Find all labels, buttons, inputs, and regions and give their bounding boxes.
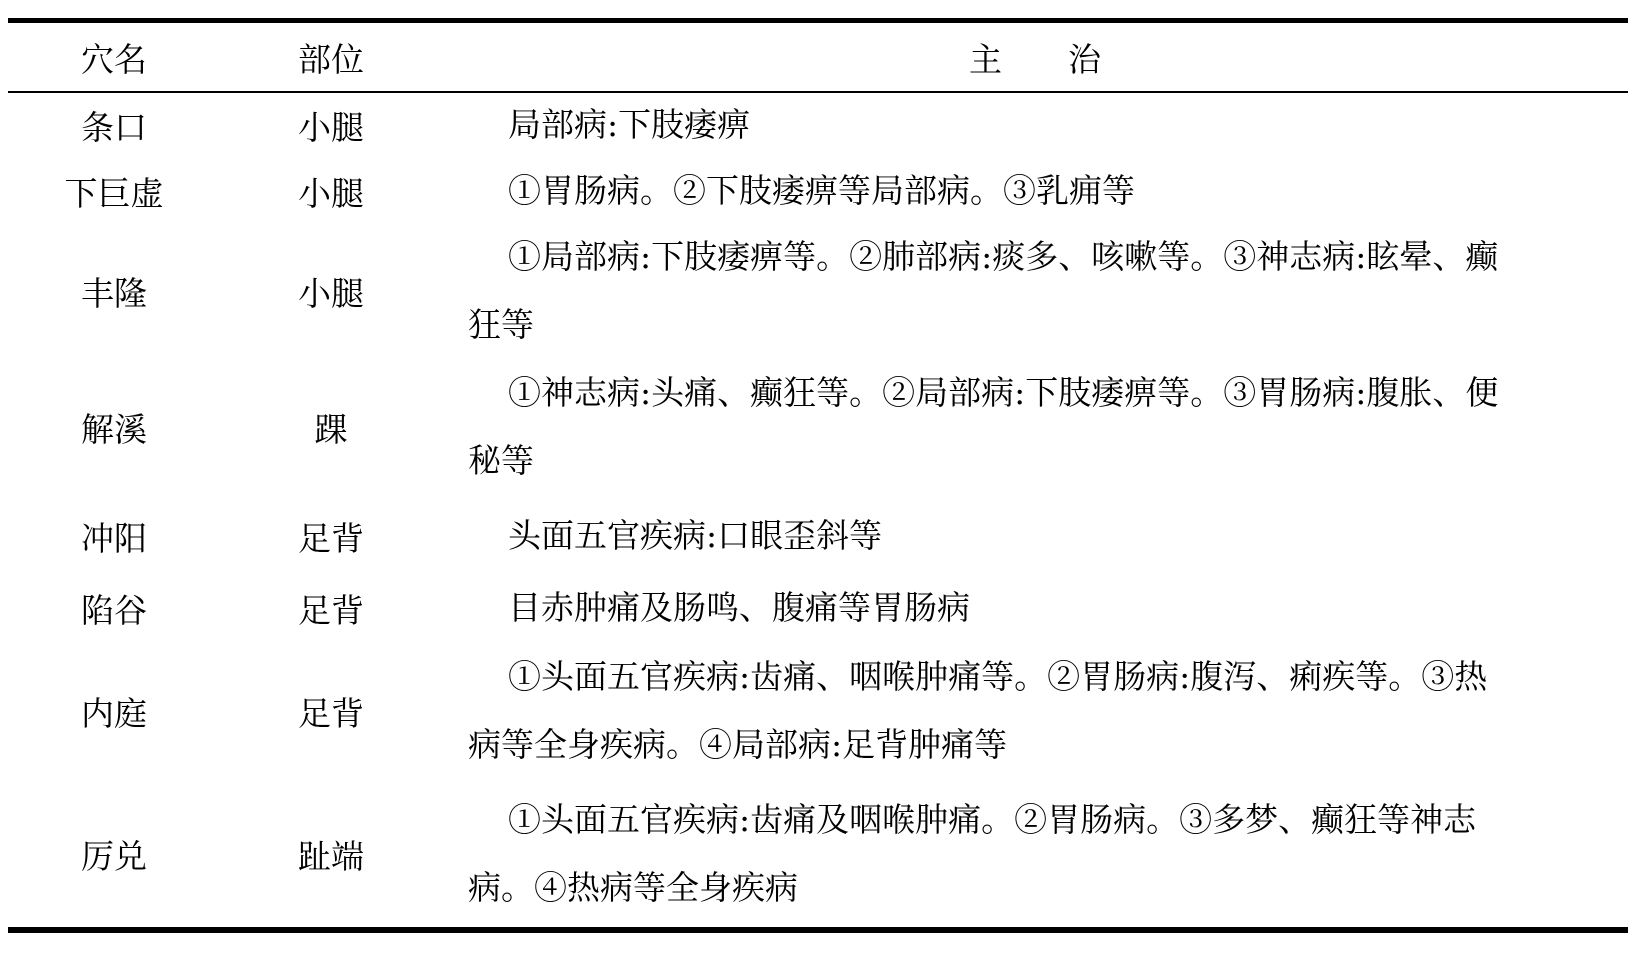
- indication-line: 病等全身疾病。④局部病:足背肿痛等: [468, 725, 1008, 764]
- acupoint-location: 足背: [298, 590, 364, 630]
- column-header-indications: 主 治: [969, 39, 1101, 79]
- acupoint-location: 小腿: [298, 273, 364, 313]
- indication-line: ①头面五官疾病:齿痛及咽喉肿痛。②胃肠病。③多梦、癫狂等神志: [508, 800, 1477, 839]
- indication-line: 秘等: [468, 441, 534, 480]
- acupoint-name: 解溪: [81, 409, 147, 449]
- column-header-location: 部位: [298, 39, 364, 79]
- table-header-row: [8, 23, 1628, 93]
- table-row: [8, 225, 1628, 357]
- column-header-acupoint-name: 穴名: [81, 39, 147, 79]
- acupoint-indications: [442, 91, 1628, 159]
- indication-line: 目赤肿痛及肠鸣、腹痛等胃肠病: [508, 588, 970, 627]
- table-row: [8, 641, 1628, 781]
- indication-line: ①头面五官疾病:齿痛、咽喉肿痛等。②胃肠病:腹泻、痢疾等。③热: [508, 657, 1488, 696]
- indication-line: ①局部病:下肢痿痹等。②肺部病:痰多、咳嗽等。③神志病:眩晕、癫: [508, 237, 1499, 276]
- acupoint-location: 足背: [298, 693, 364, 733]
- acupoint-indications: [442, 502, 1628, 570]
- indication-line: ①神志病:头痛、癫狂等。②局部病:下肢痿痹等。③胃肠病:腹胀、便: [508, 373, 1499, 412]
- table-row: [8, 93, 1628, 157]
- acupoint-name: 下巨虚: [64, 173, 164, 213]
- acupoint-location: 趾端: [298, 836, 364, 876]
- acupoint-location: 足背: [298, 518, 364, 558]
- acupoint-location: 小腿: [298, 173, 364, 213]
- acupoint-name: 条口: [81, 107, 147, 147]
- acupoint-indications: [442, 786, 1628, 922]
- indication-line: 病。④热病等全身疾病: [468, 868, 798, 907]
- acupoint-indications: [442, 643, 1628, 779]
- table-row: [8, 497, 1628, 575]
- acupoint-name: 厉兑: [81, 836, 147, 876]
- table-row: [8, 157, 1628, 225]
- indication-line: 头面五官疾病:口眼歪斜等: [508, 516, 883, 555]
- acupoint-name: 陷谷: [81, 590, 147, 630]
- acupoint-indications: [442, 223, 1628, 359]
- indication-line: ①胃肠病。②下肢痿痹等局部病。③乳痈等: [508, 171, 1135, 210]
- acupoint-indications: [442, 359, 1628, 495]
- acupoint-name: 冲阳: [81, 518, 147, 558]
- indication-line: 狂等: [468, 305, 534, 344]
- acupoint-location: 踝: [314, 409, 348, 449]
- acupoint-location: 小腿: [298, 107, 364, 147]
- acupoint-indications-table: [8, 18, 1628, 933]
- table-row: [8, 357, 1628, 497]
- acupoint-name: 内庭: [81, 693, 147, 733]
- acupoint-name: 丰隆: [81, 273, 147, 313]
- acupoint-indications: [442, 574, 1628, 642]
- table-row: [8, 781, 1628, 927]
- acupoint-indications: [442, 157, 1628, 225]
- indication-line: 局部病:下肢痿痹: [508, 105, 751, 144]
- table-row: [8, 575, 1628, 641]
